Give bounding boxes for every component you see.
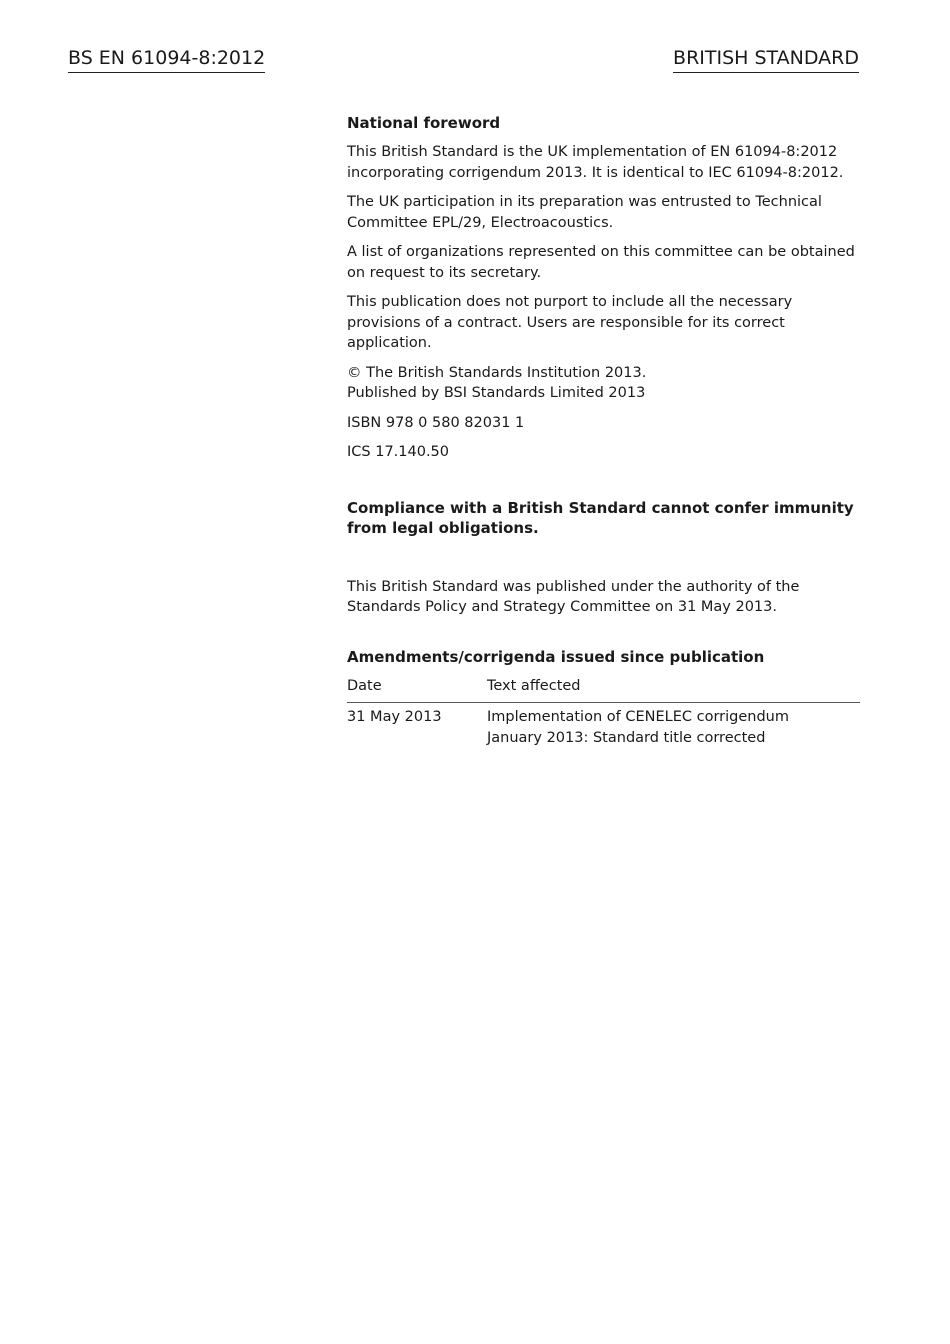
- foreword-body: [347, 113, 860, 748]
- standard-type-header: BRITISH STANDARD: [673, 46, 859, 73]
- foreword-paragraph-provisions: This publication does not purport to include all the necessary provisions of a contract. Users are responsible for its correct application.: [347, 294, 793, 351]
- column-header-text-affected: Text affected: [487, 676, 860, 703]
- table-row: [347, 703, 860, 749]
- isbn-line: ISBN 978 0 580 82031 1: [347, 414, 525, 431]
- foreword-heading: National foreword: [347, 114, 501, 132]
- foreword-paragraph-committee: The UK participation in its preparation was entrusted to Technical Committee EPL/29, Electroacoustics.: [347, 194, 822, 231]
- amendments-header-row: [347, 676, 860, 703]
- publisher-line: Published by BSI Standards Limited 2013: [347, 385, 646, 401]
- ics-line: ICS 17.140.50: [347, 444, 450, 460]
- amendment-text-line: January 2013: Standard title corrected: [487, 729, 766, 746]
- compliance-statement: Compliance with a British Standard cannot confer immunity from legal obligations.: [347, 498, 854, 537]
- amendment-text-line: Implementation of CENELEC corrigendum: [487, 709, 789, 725]
- amendments-table: [347, 676, 860, 749]
- amendment-text: [487, 703, 860, 749]
- column-header-date: Date: [347, 676, 487, 703]
- amendment-date: 31 May 2013: [347, 709, 442, 725]
- document-number-header: BS EN 61094-8:2012: [68, 46, 265, 73]
- foreword-paragraph-organizations: A list of organizations represented on this committee can be obtained on request to its secretary.: [347, 244, 855, 281]
- copyright-block: [347, 363, 860, 404]
- foreword-paragraph-implementation: This British Standard is the UK implementation of EN 61094-8:2012 incorporating corrigendum 2013. It is identical to IEC 61094-8:2012.: [347, 144, 844, 181]
- publication-authority-paragraph: This British Standard was published under the authority of the Standards Policy and Strategy Committee on 31 May 2013.: [347, 578, 800, 615]
- amendments-heading: Amendments/corrigenda issued since publication: [347, 647, 765, 666]
- copyright-line: © The British Standards Institution 2013.: [347, 364, 647, 381]
